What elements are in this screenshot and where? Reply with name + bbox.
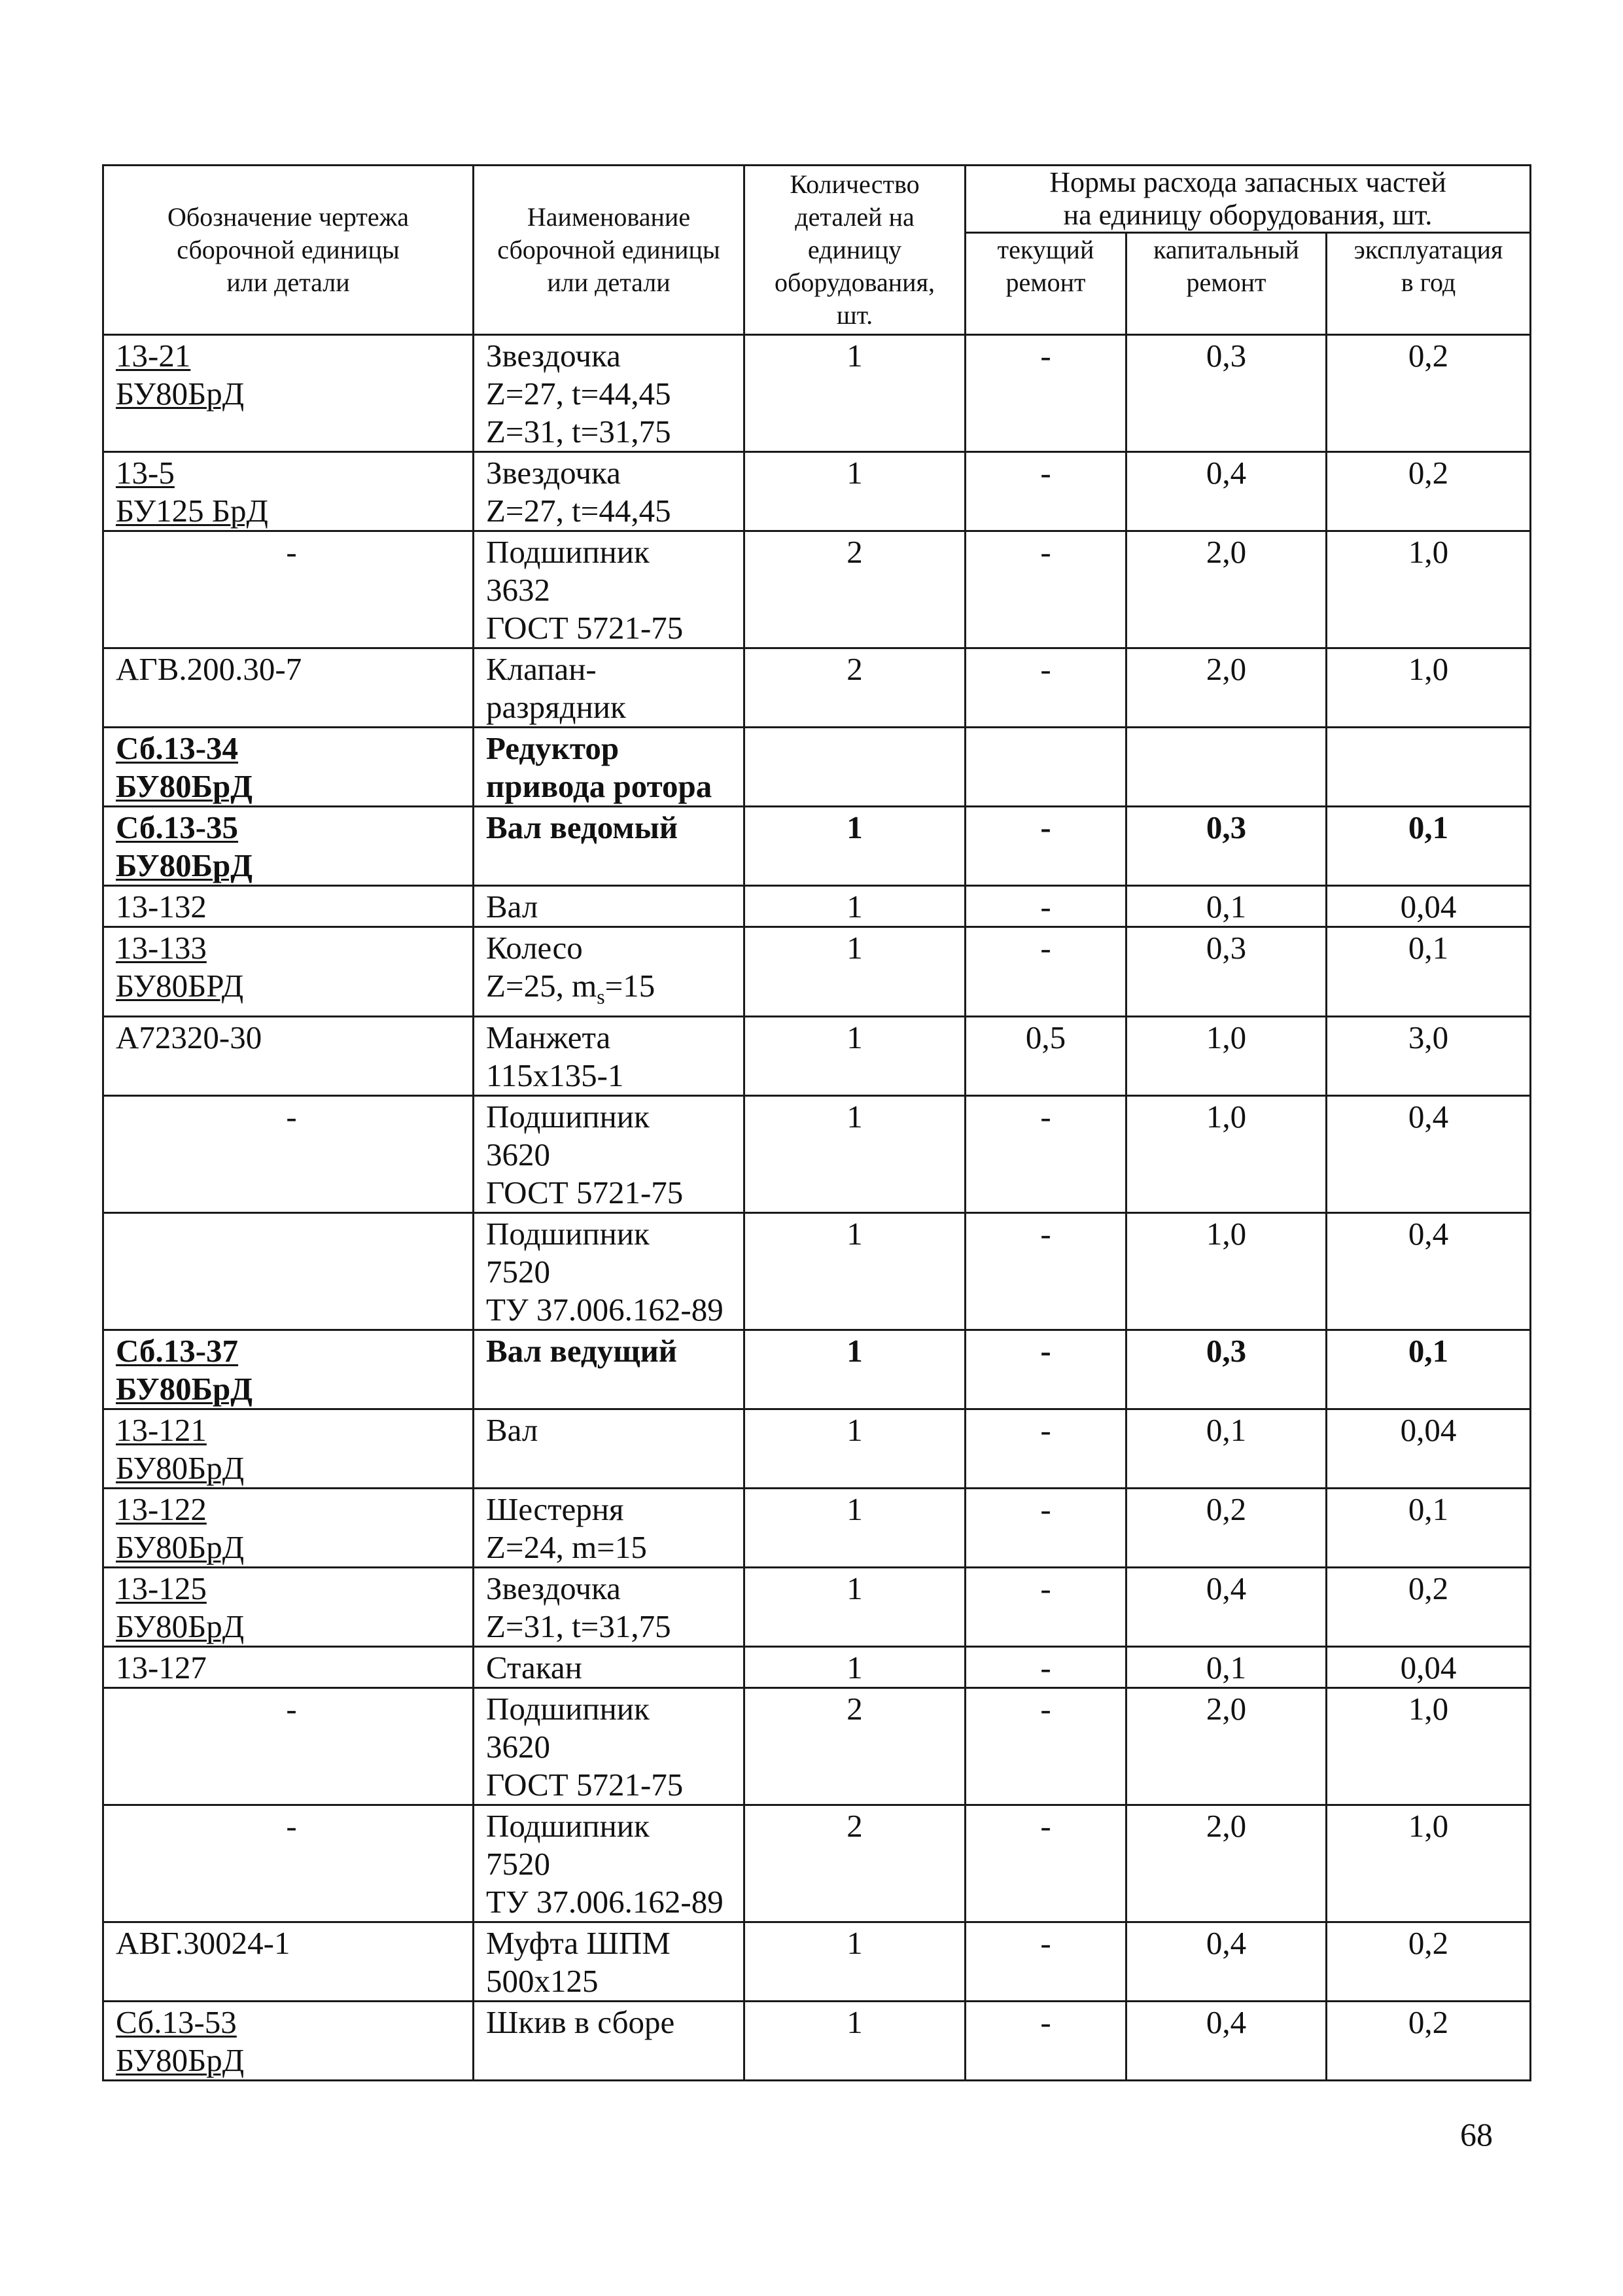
operation-year-cell: 0,4 bbox=[1327, 1095, 1531, 1212]
part-code-cell bbox=[103, 335, 474, 452]
part-name-cell bbox=[474, 531, 744, 648]
part-code-line: 13-125 bbox=[116, 1570, 207, 1606]
table-row bbox=[103, 1805, 1531, 1922]
capital-repair-cell: 1,0 bbox=[1126, 1016, 1327, 1095]
part-name: Вал ведущий bbox=[486, 1332, 678, 1369]
table-row bbox=[103, 1567, 1531, 1646]
part-name: Вал bbox=[486, 1411, 538, 1448]
part-name-cell bbox=[474, 886, 744, 927]
qty-cell: 1 bbox=[744, 807, 966, 886]
qty-cell: 1 bbox=[744, 1922, 966, 2001]
part-code-line: БУ80БрД bbox=[116, 1528, 245, 1565]
header-current-repair: текущий ремонт bbox=[966, 233, 1126, 335]
operation-year-cell: 1,0 bbox=[1327, 531, 1531, 648]
current-repair-cell: - bbox=[966, 1488, 1126, 1567]
part-name: Звездочка Z=27, t=44,45 bbox=[486, 455, 671, 529]
current-repair-cell: 0,5 bbox=[966, 1016, 1126, 1095]
part-code-line: АВГ.30024-1 bbox=[116, 1924, 290, 1961]
part-name-cell bbox=[474, 335, 744, 452]
part-name-cell bbox=[474, 1687, 744, 1805]
part-name-cell bbox=[474, 728, 744, 807]
part-code-line: 13-121 bbox=[116, 1411, 207, 1448]
part-code-line: 13-122 bbox=[116, 1491, 207, 1527]
capital-repair-cell: 0,2 bbox=[1126, 1488, 1327, 1567]
qty-cell: 1 bbox=[744, 1095, 966, 1212]
table-row bbox=[103, 1016, 1531, 1095]
operation-year-cell: 0,2 bbox=[1327, 335, 1531, 452]
part-name-cell bbox=[474, 1330, 744, 1409]
part-name-cell bbox=[474, 1567, 744, 1646]
part-code-line: - bbox=[286, 534, 297, 570]
operation-year-cell: 0,2 bbox=[1327, 1922, 1531, 2001]
part-code-line: - bbox=[286, 1807, 297, 1844]
capital-repair-cell: 0,4 bbox=[1126, 1922, 1327, 2001]
current-repair-cell: - bbox=[966, 886, 1126, 927]
operation-year-cell: 0,2 bbox=[1327, 2001, 1531, 2080]
operation-year-cell: 0,04 bbox=[1327, 886, 1531, 927]
part-name: Подшипник 3620 ГОСТ 5721-75 bbox=[486, 1690, 684, 1803]
header-qty: Количество деталей на единицу оборудования, шт. bbox=[744, 166, 966, 335]
header-code: Обозначение чертежа сборочной единицы или детали bbox=[103, 166, 474, 335]
part-code-cell bbox=[103, 531, 474, 648]
operation-year-cell: 0,1 bbox=[1327, 1330, 1531, 1409]
part-code-cell bbox=[103, 728, 474, 807]
current-repair-cell: - bbox=[966, 1567, 1126, 1646]
part-code-line: 13-133 bbox=[116, 930, 207, 966]
part-code-line: - bbox=[286, 1690, 297, 1727]
current-repair-cell: - bbox=[966, 648, 1126, 728]
table-row bbox=[103, 1646, 1531, 1687]
part-code-line: БУ80БрД bbox=[116, 847, 253, 883]
capital-repair-cell: 0,4 bbox=[1126, 1567, 1327, 1646]
part-code-line: - bbox=[286, 1098, 297, 1135]
part-code-cell bbox=[103, 1016, 474, 1095]
part-code-cell bbox=[103, 807, 474, 886]
capital-repair-cell bbox=[1126, 728, 1327, 807]
capital-repair-cell: 0,1 bbox=[1126, 886, 1327, 927]
part-code-line: Сб.13-34 bbox=[116, 730, 239, 766]
capital-repair-cell: 2,0 bbox=[1126, 1687, 1327, 1805]
capital-repair-cell: 0,3 bbox=[1126, 927, 1327, 1017]
current-repair-cell: - bbox=[966, 1922, 1126, 2001]
table-row bbox=[103, 886, 1531, 927]
table-body bbox=[103, 335, 1531, 2081]
part-code-cell bbox=[103, 1805, 474, 1922]
table-row bbox=[103, 1488, 1531, 1567]
operation-year-cell: 1,0 bbox=[1327, 1687, 1531, 1805]
part-code-line: 13-127 bbox=[116, 1649, 207, 1686]
part-name: Клапан- разрядник bbox=[486, 651, 626, 725]
operation-year-cell: 0,1 bbox=[1327, 927, 1531, 1017]
table-row bbox=[103, 2001, 1531, 2080]
qty-cell: 2 bbox=[744, 531, 966, 648]
qty-cell: 1 bbox=[744, 1567, 966, 1646]
part-name-cell bbox=[474, 648, 744, 728]
part-name-subscript: s bbox=[597, 984, 605, 1008]
current-repair-cell: - bbox=[966, 1687, 1126, 1805]
part-code-cell bbox=[103, 1409, 474, 1488]
current-repair-cell: - bbox=[966, 807, 1126, 886]
part-code-cell bbox=[103, 2001, 474, 2080]
current-repair-cell: - bbox=[966, 335, 1126, 452]
table-row bbox=[103, 728, 1531, 807]
table-row bbox=[103, 452, 1531, 531]
part-code-line: БУ80БрД bbox=[116, 2041, 245, 2078]
operation-year-cell: 0,2 bbox=[1327, 1567, 1531, 1646]
part-code-cell bbox=[103, 1567, 474, 1646]
capital-repair-cell: 0,1 bbox=[1126, 1409, 1327, 1488]
part-code-line: 13-21 bbox=[116, 338, 191, 374]
operation-year-cell: 0,2 bbox=[1327, 452, 1531, 531]
part-name-cell bbox=[474, 807, 744, 886]
part-name-cell bbox=[474, 1212, 744, 1330]
capital-repair-cell: 2,0 bbox=[1126, 648, 1327, 728]
part-code-cell bbox=[103, 927, 474, 1017]
part-code-line: АГВ.200.30-7 bbox=[116, 651, 302, 687]
operation-year-cell: 0,4 bbox=[1327, 1212, 1531, 1330]
operation-year-cell: 1,0 bbox=[1327, 648, 1531, 728]
part-code-line: БУ80БРД bbox=[116, 968, 244, 1004]
table-row bbox=[103, 1095, 1531, 1212]
capital-repair-cell: 0,4 bbox=[1126, 452, 1327, 531]
part-name: Шестерня Z=24, m=15 bbox=[486, 1491, 647, 1565]
current-repair-cell: - bbox=[966, 1409, 1126, 1488]
part-code-line: Сб.13-35 bbox=[116, 809, 239, 845]
part-code-cell bbox=[103, 1212, 474, 1330]
part-name-tail: =15 bbox=[604, 968, 655, 1004]
operation-year-cell: 0,1 bbox=[1327, 807, 1531, 886]
capital-repair-cell: 0,4 bbox=[1126, 2001, 1327, 2080]
header-operation-year: эксплуатация в год bbox=[1327, 233, 1531, 335]
qty-cell: 1 bbox=[744, 1016, 966, 1095]
part-code-line: БУ80БрД bbox=[116, 768, 253, 804]
table-row bbox=[103, 648, 1531, 728]
part-code-line: Сб.13-53 bbox=[116, 2004, 237, 2040]
qty-cell bbox=[744, 728, 966, 807]
capital-repair-cell: 0,3 bbox=[1126, 335, 1327, 452]
capital-repair-cell: 1,0 bbox=[1126, 1095, 1327, 1212]
operation-year-cell: 0,04 bbox=[1327, 1646, 1531, 1687]
part-code-line: 13-5 bbox=[116, 455, 175, 491]
page-number: 68 bbox=[1460, 2116, 1493, 2153]
part-code-cell bbox=[103, 1646, 474, 1687]
part-code-cell bbox=[103, 1095, 474, 1212]
part-code-cell bbox=[103, 1330, 474, 1409]
current-repair-cell: - bbox=[966, 1330, 1126, 1409]
operation-year-cell: 1,0 bbox=[1327, 1805, 1531, 1922]
current-repair-cell: - bbox=[966, 927, 1126, 1017]
qty-cell: 1 bbox=[744, 1646, 966, 1687]
operation-year-cell: 0,04 bbox=[1327, 1409, 1531, 1488]
part-name-cell bbox=[474, 2001, 744, 2080]
qty-cell: 1 bbox=[744, 1212, 966, 1330]
part-code-line: БУ125 БрД bbox=[116, 493, 268, 529]
part-name: Колесо Z=25, m bbox=[486, 930, 597, 1004]
part-name: Вал bbox=[486, 889, 538, 925]
part-name: Звездочка Z=31, t=31,75 bbox=[486, 1570, 671, 1644]
part-code-cell bbox=[103, 1687, 474, 1805]
qty-cell: 1 bbox=[744, 886, 966, 927]
current-repair-cell: - bbox=[966, 1805, 1126, 1922]
part-name: Подшипник 7520 ТУ 37.006.162-89 bbox=[486, 1807, 724, 1920]
part-code-line: БУ80БрД bbox=[116, 1370, 253, 1407]
part-name: Шкив в сборе bbox=[486, 2004, 675, 2040]
part-name-cell bbox=[474, 927, 744, 1017]
part-name: Манжета 115х135-1 bbox=[486, 1019, 624, 1093]
part-code-cell bbox=[103, 648, 474, 728]
part-name-cell bbox=[474, 1016, 744, 1095]
table-row bbox=[103, 1922, 1531, 2001]
table-row bbox=[103, 1409, 1531, 1488]
part-name: Редуктор привода ротора bbox=[486, 730, 712, 804]
part-name: Звездочка Z=27, t=44,45 Z=31, t=31,75 bbox=[486, 338, 671, 450]
table-row bbox=[103, 335, 1531, 452]
part-name: Подшипник 7520 ТУ 37.006.162-89 bbox=[486, 1215, 724, 1328]
capital-repair-cell: 1,0 bbox=[1126, 1212, 1327, 1330]
table-row bbox=[103, 927, 1531, 1017]
qty-cell: 2 bbox=[744, 1805, 966, 1922]
part-name-cell bbox=[474, 452, 744, 531]
part-name: Стакан bbox=[486, 1649, 582, 1686]
qty-cell: 1 bbox=[744, 2001, 966, 2080]
current-repair-cell: - bbox=[966, 2001, 1126, 2080]
part-name-cell bbox=[474, 1922, 744, 2001]
part-code-line: Сб.13-37 bbox=[116, 1332, 239, 1369]
table-row bbox=[103, 1212, 1531, 1330]
part-name: Муфта ШПМ 500х125 bbox=[486, 1924, 671, 1999]
part-name: Подшипник 3632 ГОСТ 5721-75 bbox=[486, 534, 684, 646]
current-repair-cell: - bbox=[966, 1212, 1126, 1330]
part-name: Вал ведомый bbox=[486, 809, 678, 845]
table-row bbox=[103, 531, 1531, 648]
part-code-line: БУ80БрД bbox=[116, 376, 245, 412]
part-name-cell bbox=[474, 1488, 744, 1567]
operation-year-cell: 0,1 bbox=[1327, 1488, 1531, 1567]
qty-cell: 1 bbox=[744, 452, 966, 531]
part-name-cell bbox=[474, 1409, 744, 1488]
part-code-cell bbox=[103, 1488, 474, 1567]
current-repair-cell bbox=[966, 728, 1126, 807]
qty-cell: 1 bbox=[744, 1409, 966, 1488]
table-row bbox=[103, 807, 1531, 886]
qty-cell: 2 bbox=[744, 648, 966, 728]
operation-year-cell: 3,0 bbox=[1327, 1016, 1531, 1095]
current-repair-cell: - bbox=[966, 531, 1126, 648]
qty-cell: 1 bbox=[744, 1488, 966, 1567]
current-repair-cell: - bbox=[966, 1095, 1126, 1212]
qty-cell: 2 bbox=[744, 1687, 966, 1805]
part-code-line: А72320-30 bbox=[116, 1019, 262, 1055]
table-row bbox=[103, 1330, 1531, 1409]
header-capital-repair: капитальный ремонт bbox=[1126, 233, 1327, 335]
operation-year-cell bbox=[1327, 728, 1531, 807]
header-norms: Нормы расхода запасных частей на единицу оборудования, шт. bbox=[966, 166, 1531, 233]
part-name: Подшипник 3620 ГОСТ 5721-75 bbox=[486, 1098, 684, 1210]
qty-cell: 1 bbox=[744, 335, 966, 452]
part-name-cell bbox=[474, 1095, 744, 1212]
header-name: Наименование сборочной единицы или детали bbox=[474, 166, 744, 335]
capital-repair-cell: 2,0 bbox=[1126, 1805, 1327, 1922]
part-code-cell bbox=[103, 886, 474, 927]
capital-repair-cell: 0,1 bbox=[1126, 1646, 1327, 1687]
table-row bbox=[103, 1687, 1531, 1805]
part-code-cell bbox=[103, 1922, 474, 2001]
part-name-cell bbox=[474, 1646, 744, 1687]
current-repair-cell: - bbox=[966, 452, 1126, 531]
qty-cell: 1 bbox=[744, 927, 966, 1017]
capital-repair-cell: 0,3 bbox=[1126, 807, 1327, 886]
part-code-line: БУ80БрД bbox=[116, 1449, 245, 1486]
part-name-cell bbox=[474, 1805, 744, 1922]
spare-parts-table bbox=[102, 164, 1531, 2081]
capital-repair-cell: 2,0 bbox=[1126, 531, 1327, 648]
part-code-line: БУ80БрД bbox=[116, 1608, 245, 1644]
part-code-line: 13-132 bbox=[116, 889, 207, 925]
current-repair-cell: - bbox=[966, 1646, 1126, 1687]
qty-cell: 1 bbox=[744, 1330, 966, 1409]
capital-repair-cell: 0,3 bbox=[1126, 1330, 1327, 1409]
part-code-cell bbox=[103, 452, 474, 531]
